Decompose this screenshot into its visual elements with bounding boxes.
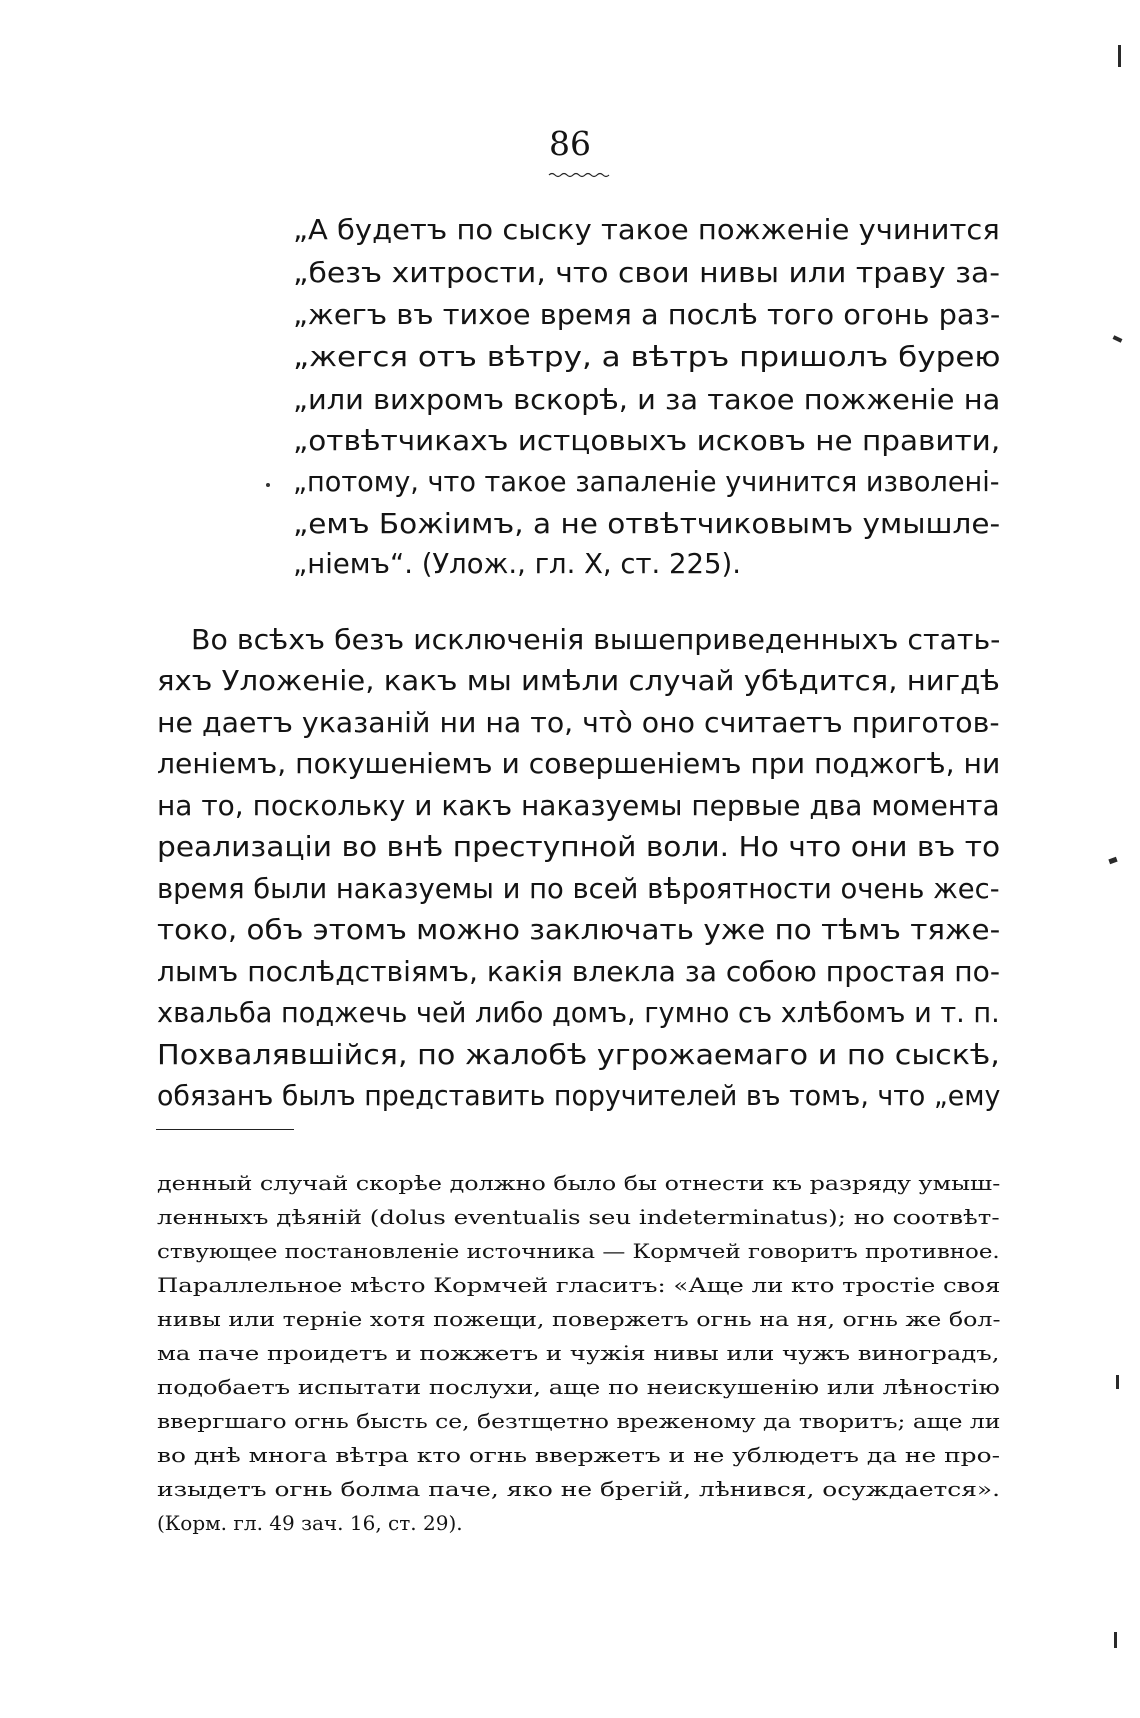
scan-mark (1114, 1632, 1117, 1648)
footnote-line: подобаетъ испытати послухи, аще по неискушенію или лѣностію (157, 1375, 1000, 1399)
footnote-line: ленныхъ дѣяній (dolus eventualis seu indeterminatus); но соотвѣт- (157, 1205, 1000, 1229)
scan-mark (1118, 45, 1121, 67)
footnote-line: ввергшаго огнь бысть се, безтщетно вреженому да творитъ; аще ли (157, 1409, 1001, 1433)
footnote-line: ма паче проидетъ и пожжетъ и чужія нивы или чужъ виноградъ, (157, 1341, 1000, 1365)
body-line: яхъ Уложеніе, какъ мы имѣли случай убѣдится, нигдѣ (157, 665, 1000, 697)
quote-line: „ніемъ“. (Улож., гл. X, ст. 225). (293, 548, 741, 580)
body-line: не даетъ указаній ни на то, что̀ оно считаетъ приготов- (157, 707, 1000, 739)
footnote-line: нивы или терніе хотя пожещи, повержетъ огнь на ня, огнь же бол- (157, 1307, 1001, 1331)
body-line: леніемъ, покушеніемъ и совершеніемъ при поджогѣ, ни (157, 748, 1001, 780)
body-line: время были наказуемы и по всей вѣроятности очень жес- (157, 873, 1000, 905)
footnote-separator (156, 1129, 294, 1130)
scan-dot (266, 483, 270, 487)
body-line: Похвалявшійся, по жалобѣ угрожаемаго и по сыскѣ, (157, 1039, 1000, 1071)
quote-line: „или вихромъ вскорѣ, и за такое пожженіе на (293, 384, 1001, 416)
footnote-line: денный случай скорѣе должно было бы отнести къ разряду умыш- (157, 1171, 1001, 1195)
quote-line: „А будетъ по сыску такое пожженіе учинится (293, 214, 1000, 246)
body-line: реализаціи во внѣ преступной воли. Но что они въ то (157, 831, 1001, 863)
quote-line: „емъ Божіимъ, а не отвѣтчиковымъ умышле- (293, 508, 1001, 540)
footnote-line: ствующее постановленіе источника — Кормчей говоритъ противное. (157, 1239, 1000, 1263)
scan-mark (1113, 335, 1123, 342)
page-number-ornament (548, 171, 610, 179)
scan-mark (1108, 857, 1117, 864)
quote-line: „безъ хитрости, что свои нивы или траву за- (293, 257, 1001, 289)
footnote-line: Параллельное мѣсто Кормчей гласитъ: «Аще ли кто тростіе своя (157, 1273, 1001, 1297)
body-line: на то, поскольку и какъ наказуемы первые два момента (157, 790, 1000, 822)
footnote-line: изыдетъ огнь болма паче, яко не брегій, лѣнився, осуждается». (157, 1477, 1001, 1501)
footnote-line: во днѣ многа вѣтра кто огнь ввержетъ и не ублюдетъ да не про- (157, 1443, 1000, 1467)
body-line: хвальба поджечь чей либо домъ, гумно съ хлѣбомъ и т. п. (157, 997, 1000, 1029)
quote-line: „потому, что такое запаленіе учинится изволені- (293, 466, 1000, 498)
footnote-line: (Корм. гл. 49 зач. 16, ст. 29). (157, 1511, 463, 1535)
scan-mark (1116, 1375, 1119, 1389)
body-line: Во всѣхъ безъ исключенія вышеприведенныхъ стать- (191, 624, 1001, 656)
body-line: токо, объ этомъ можно заключать уже по тѣмъ тяже- (157, 914, 1001, 946)
quote-line: „жегъ въ тихое время а послѣ того огонь раз- (293, 299, 1001, 331)
body-line: обязанъ былъ представить поручителей въ томъ, что „ему (157, 1080, 1001, 1112)
body-line: лымъ послѣдствіямъ, какія влекла за собою простая по- (157, 956, 1001, 988)
quote-line: „жегся отъ вѣтру, а вѣтръ пришолъ бурею (293, 341, 1001, 373)
quote-line: „отвѣтчикахъ истцовыхъ исковъ не правити, (293, 425, 1001, 457)
page-number: 86 (549, 124, 591, 163)
